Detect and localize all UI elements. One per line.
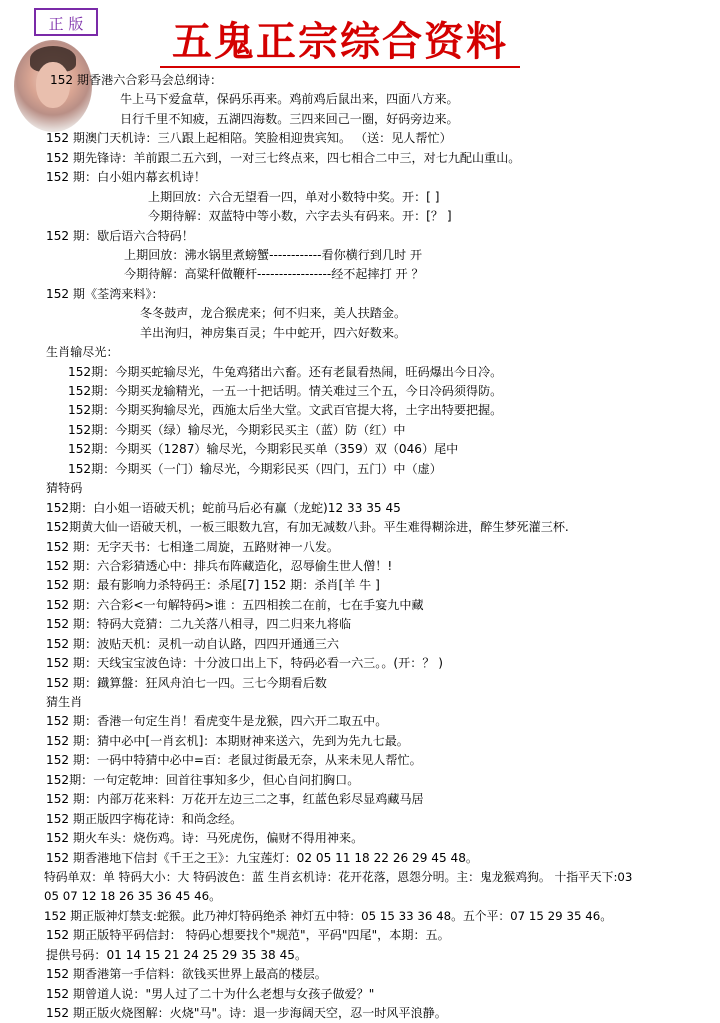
text-line: 152期：今期买狗输尽光，西施太后坐大堂。文武百官提大将，土字出特要把握。: [68, 403, 503, 418]
text-line: 152期：一句定乾坤：回首往事知多少，但心自问扪胸口。: [46, 772, 360, 787]
authentic-badge: 正 版: [34, 8, 98, 36]
text-line: 生肖输尽光：: [46, 345, 119, 360]
text-line: 152期黄大仙一语破天机，一板三眼数九宫，有加无减数八卦。平生难得糊涂进，醉生梦死灌三杯.: [46, 520, 569, 535]
text-line: 152 期香港六合彩马会总纲诗：: [50, 73, 223, 87]
text-line: 05 07 12 18 26 35 36 45 46。: [44, 889, 221, 904]
text-line: 152 期：鐡算盤：狂风舟泊七一四。三七今期看后数: [46, 675, 327, 690]
text-line: 152 期：特码大竞猜：二九关落八相寻，四二归来九将临: [46, 617, 352, 632]
text-line: 今期待解：双蓝特中等小数，六字去头有码来。开：[？ ]: [148, 209, 452, 224]
text-line: 冬冬鼓声，龙合猴虎来；何不归来，美人扶踏金。: [140, 306, 407, 321]
text-line: 152期：白小姐一语破天机；蛇前马后必有赢（龙蛇)12 33 35 45: [46, 500, 401, 515]
text-line: 今期待解：高粱秆做鞭杆-----------------经不起摔打 开 ？: [124, 267, 424, 282]
text-line: 152 期《荃湾来料》：: [46, 286, 164, 301]
text-line: 152 期正版神灯禁支:蛇猴。此乃神灯特码绝杀 神灯五中特：05 15 33 36 48。五个平：07 15 29 35 46。: [44, 908, 613, 923]
text-line: 152 期曾道人说："男人过了二十为什么老想与女孩子做爱？": [46, 986, 375, 1001]
title-underline: [160, 66, 520, 68]
text-line: 152 期火车头：烧伤鸡。诗：马死虎伤，偏财不得用神来。: [46, 831, 364, 846]
text-line: 日行千里不知疲，五湖四海数。三四来回己一圈，好码旁边来。: [120, 111, 459, 126]
page-title: 五鬼正宗综合资料: [172, 18, 508, 65]
text-line: 152 期：天线宝宝波色诗：十分波口出上下，特码必看一六三。。(开：？ ): [46, 656, 443, 671]
text-line: 152 期：波贴天机：灵机一动自认路，四四开通通三六: [46, 636, 339, 651]
text-line: 羊出洵归，神房集百灵；牛中蛇开，四六好数来。: [140, 325, 407, 340]
text-line: 152 期香港地下信封《千王之王》：九宝莲灯：02 05 11 18 22 26 29 45 48。: [46, 850, 479, 865]
text-line: 152 期：白小姐内幕玄机诗！: [46, 170, 206, 185]
text-line: 152 期先锋诗：羊前跟二五六到，一对三七终点来，四七相合二中三，对七九配山重山。: [46, 150, 521, 165]
text-line: 152期：今期买蛇输尽光，牛兔鸡猪出六畜。还有老鼠看热闹，旺码爆出今日冷。: [68, 364, 503, 379]
text-line: 牛上马下爱盒草，保码乐再来。鸡前鸡后鼠出来，四面八方来。: [120, 92, 459, 107]
text-line: 152 期澳门天机诗：三八跟上起相陪。笑脸相迎贵宾知。 （送：见人帮忙）: [46, 131, 452, 146]
text-line: 猜特码: [46, 481, 83, 496]
text-line: 152期：今期买（1287）输尽光，今期彩民买单（359）双（046）尾中: [68, 442, 459, 457]
text-line: 152 期：无字天书：七相逢二周旋，五路财神一八发。: [46, 539, 339, 554]
text-line: 152 期：最有影响力杀特码王：杀尾[7] 152 期：杀肖[羊 牛 ]: [46, 578, 380, 593]
text-line: 特码单双：单 特码大小：大 特码波色：蓝 生肖玄机诗：花开花落，恩怨分明。主：鬼龙猴鸡狗。 十指平天下:03: [44, 869, 633, 884]
text-line: 152 期正版特平码信封： 特码心想要找个"规范"，平码"四尾"，本期：五。: [46, 928, 450, 943]
text-line: 152 期正版火烧图解：火烧"马"。诗：退一步海阔天空，忍一时风平浪静。: [46, 1006, 447, 1020]
text-line: 152 期正版四字梅花诗：和尚念经。: [46, 811, 243, 826]
document-body: [46, 71, 714, 1023]
text-line: 猜生肖: [46, 695, 83, 709]
text-line: 152期：今期买龙输精光，一五一十把话明。情关难过三个五，今日冷码须得防。: [68, 384, 503, 398]
text-line: 上期回放：沸水锅里煮螃蟹------------看你横行到几时 开: [124, 247, 423, 262]
text-line: 152 期：六合彩猜透心中：排兵布阵藏造化，忍辱偷生世人僧！!: [46, 558, 393, 573]
text-line: 152 期香港第一手信料：欲钱买世界上最高的楼层。: [46, 967, 327, 982]
text-line: 152 期：内部万花来料：万花开左边三二之事，红蓝色彩尽显鸡藏马居: [46, 792, 424, 807]
text-line: 152期：今期买（一门）输尽光，今期彩民买（四门，五门）中（虚）: [68, 461, 442, 476]
text-line: 152期：今期买（绿）输尽光，今期彩民买主（蓝）防（红）中: [68, 422, 406, 437]
text-line: 152 期：歇后语六合特码！: [46, 228, 194, 243]
text-line: 152 期：猜中必中[一肖玄机]：本期财神来送六，先到为先九七最。: [46, 733, 409, 748]
text-line: 152 期：一码中特猜中必中=百：老鼠过街最无奈，从来未见人帮忙。: [46, 753, 422, 768]
text-line: 152 期：香港一句定生肖！看虎变牛是龙猴，四六开二取五中。: [46, 714, 388, 729]
text-line: 提供号码：01 14 15 21 24 25 29 35 38 45。: [46, 947, 308, 962]
text-line: 152 期：六合彩<一句解特码>谁 ：五四相挨二在前，七在手宴九中藏: [46, 597, 424, 612]
text-line: 上期回放：六合无望看一四，单对小数特中奖。开：[ ]: [148, 189, 440, 204]
